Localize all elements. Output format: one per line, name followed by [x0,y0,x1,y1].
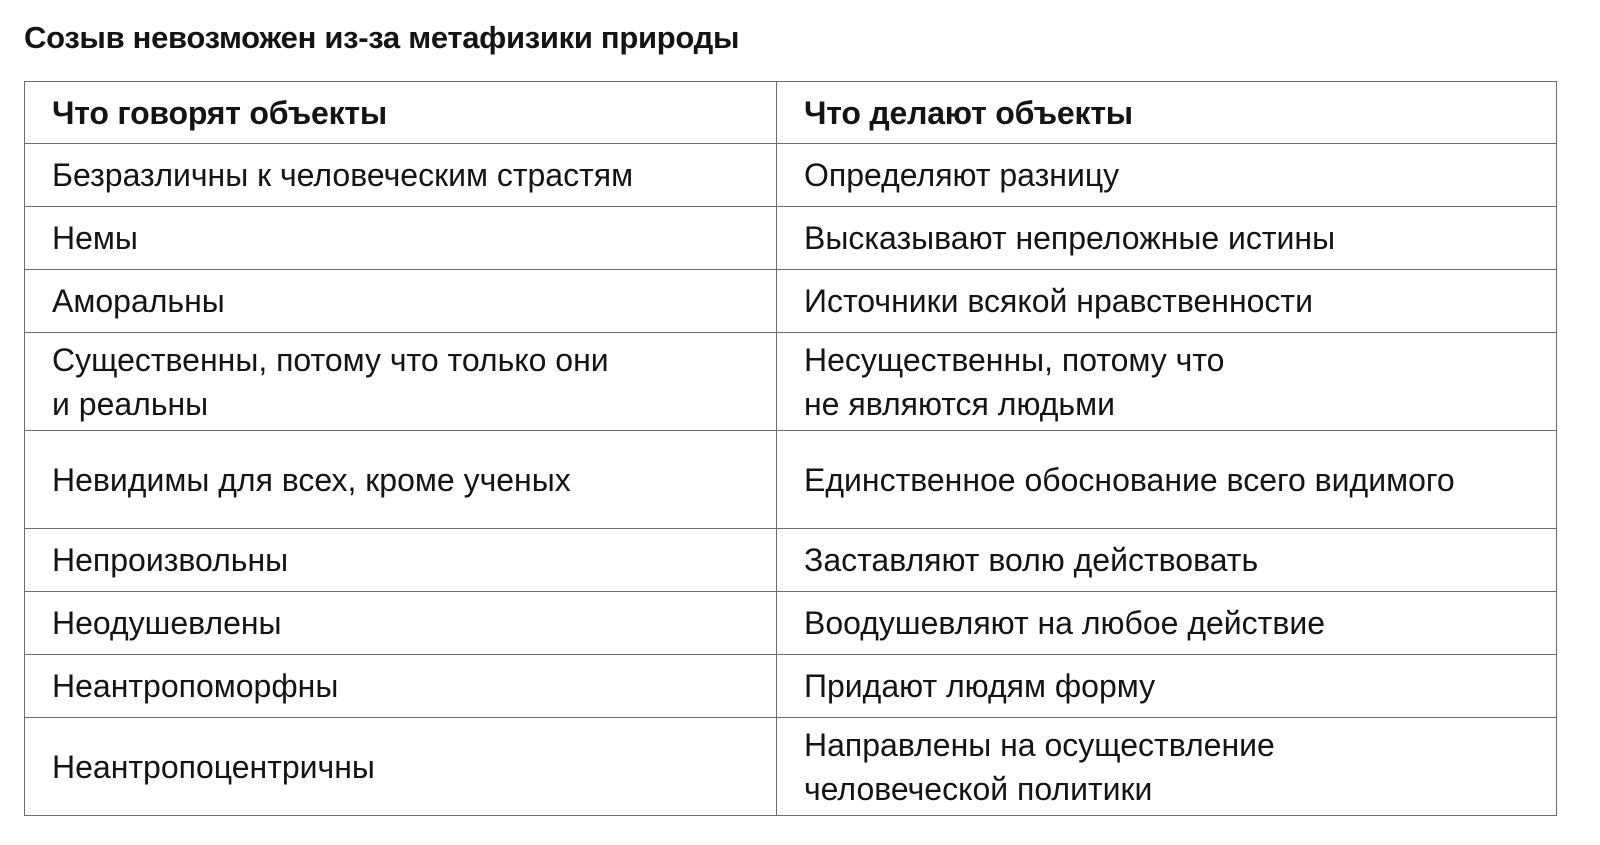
table-cell: Воодушевляют на любое действие [777,592,1557,655]
table-cell: Несущественны, потому что не являются людьми [777,333,1557,431]
table-row [25,207,1557,270]
table-cell: Единственное обоснование всего видимого [777,431,1557,529]
table-row [25,655,1557,718]
table-row [25,144,1557,207]
column-header-does: Что делают объекты [777,82,1557,144]
table-cell: Неодушевлены [25,592,777,655]
comparison-table [24,81,1557,816]
table-cell: Направлены на осуществление человеческой политики [777,718,1557,816]
table-cell: Существенны, потому что только они и реальны [25,333,777,431]
table-row [25,270,1557,333]
table-cell: Немы [25,207,777,270]
table-cell: Безразличны к человеческим страстям [25,144,777,207]
column-header-says: Что говорят объекты [25,82,777,144]
table-cell: Высказывают непреложные истины [777,207,1557,270]
table-cell: Придают людям форму [777,655,1557,718]
table-cell: Определяют разницу [777,144,1557,207]
table-cell: Источники всякой нравственности [777,270,1557,333]
table-row [25,333,1557,431]
table-cell: Аморальны [25,270,777,333]
table-header-row [25,82,1557,144]
table-cell: Неантропоцентричны [25,718,777,816]
table-row [25,718,1557,816]
table-cell: Заставляют волю действовать [777,529,1557,592]
page-title: Созыв невозможен из-за метафизики природы [24,20,740,55]
table-cell: Невидимы для всех, кроме ученых [25,431,777,529]
table-cell: Неантропоморфны [25,655,777,718]
table-cell: Непроизвольны [25,529,777,592]
table-row [25,431,1557,529]
table-row [25,592,1557,655]
table-row [25,529,1557,592]
